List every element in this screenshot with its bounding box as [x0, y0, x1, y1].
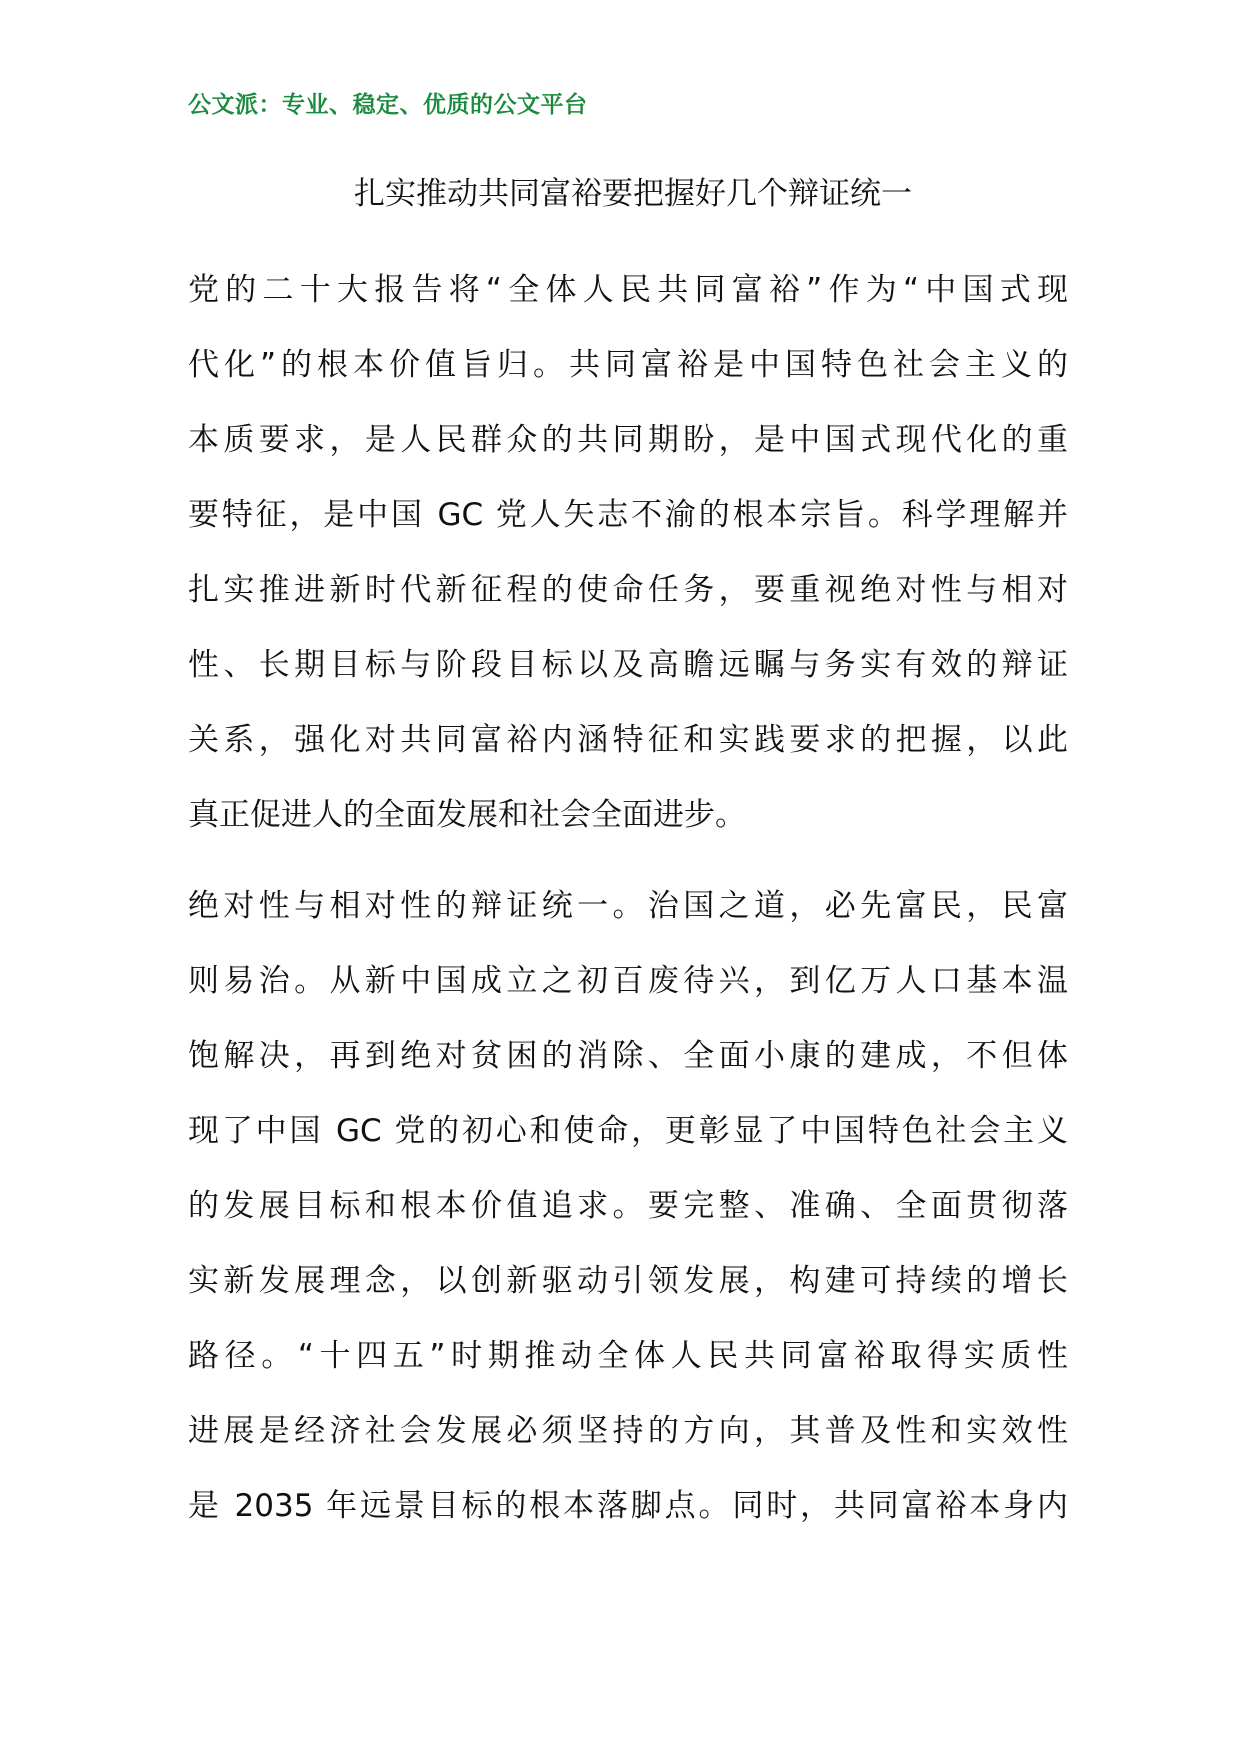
- paragraph-line: 党的二十大报告将“全体人民共同富裕”作为“中国式现: [188, 272, 1068, 308]
- paragraph-1: [188, 253, 1068, 853]
- paragraph-line: 绝对性与相对性的辩证统一。治国之道，必先富民，民富: [188, 888, 1068, 924]
- paragraph-line: 要特征，是中国 GC 党人矢志不渝的根本宗旨。科学理解并: [188, 497, 1068, 533]
- paragraph-line: 的发展目标和根本价值追求。要完整、准确、全面贯彻落: [188, 1188, 1068, 1224]
- paragraph-line: 代化”的根本价值旨归。共同富裕是中国特色社会主义的: [188, 347, 1068, 383]
- paragraph-line: 路径。“十四五”时期推动全体人民共同富裕取得实质性: [188, 1338, 1068, 1374]
- paragraph-line: 是 2035 年远景目标的根本落脚点。同时，共同富裕本身内: [188, 1488, 1068, 1524]
- paragraph-line: 饱解决，再到绝对贫困的消除、全面小康的建成，不但体: [188, 1038, 1068, 1074]
- paragraph-line: 扎实推进新时代新征程的使命任务，要重视绝对性与相对: [188, 572, 1068, 608]
- paragraph-line: 则易治。从新中国成立之初百废待兴，到亿万人口基本温: [188, 963, 1068, 999]
- paragraph-line: 进展是经济社会发展必须坚持的方向，其普及性和实效性: [188, 1413, 1068, 1449]
- paragraph-line: 关系，强化对共同富裕内涵特征和实践要求的把握，以此: [188, 722, 1068, 758]
- paragraph-line: 本质要求，是人民群众的共同期盼，是中国式现代化的重: [188, 422, 1068, 458]
- document-title: 扎实推动共同富裕要把握好几个辩证统一: [354, 176, 912, 212]
- paragraph-line: 性、长期目标与阶段目标以及高瞻远瞩与务实有效的辩证: [188, 647, 1068, 683]
- paragraph-line: 实新发展理念，以创新驱动引领发展，构建可持续的增长: [188, 1263, 1068, 1299]
- paragraph-line: 真正促进人的全面发展和社会全面进步。: [188, 797, 746, 833]
- site-header-slogan: 公文派：专业、稳定、优质的公文平台: [188, 91, 588, 118]
- paragraph-line: 现了中国 GC 党的初心和使命，更彰显了中国特色社会主义: [188, 1113, 1068, 1149]
- paragraph-2: [188, 869, 1068, 1544]
